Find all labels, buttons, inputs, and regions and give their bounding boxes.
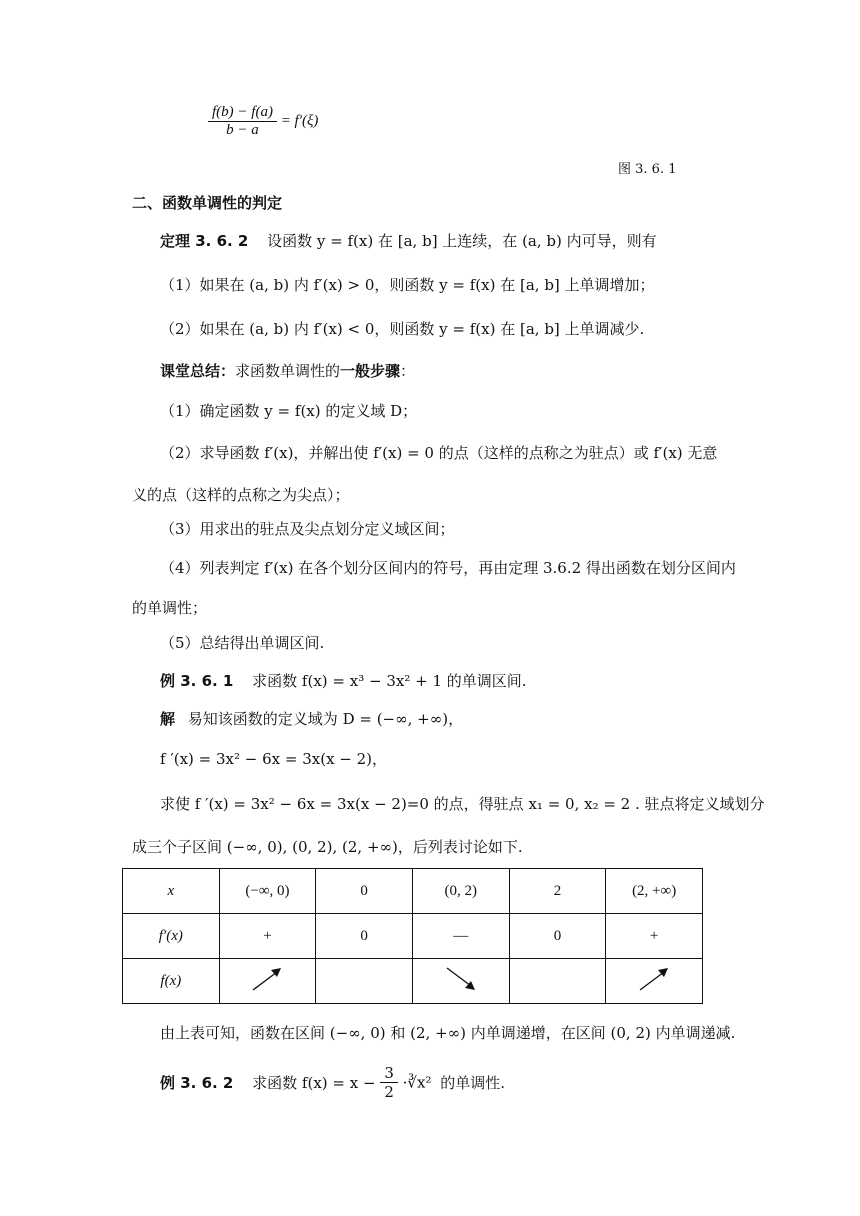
table-cell: 0 xyxy=(316,914,413,959)
table-cell: — xyxy=(412,914,509,959)
example-2-text-pre: 求函数 f(x) = x − xyxy=(252,1074,376,1092)
solution-line-2: f ′(x) = 3x² − 6x = 3x(x − 2)， xyxy=(160,750,388,768)
table-cell: + xyxy=(219,914,316,959)
summary-label: 课堂总结： xyxy=(160,362,236,380)
step-2a: （2）求导函数 f′(x)，并解出使 f′(x) = 0 的点（这样的点称之为驻点）或 f′(x) 无意 xyxy=(160,444,718,462)
table-row-f xyxy=(123,959,703,1004)
step-2b: 义的点（这样的点称之为尖点）； xyxy=(132,486,350,504)
example-2-line xyxy=(160,1064,505,1101)
step-4b: 的单调性； xyxy=(132,599,208,617)
example-2-text-post: 的单调性. xyxy=(440,1074,506,1092)
table-cell: 0 xyxy=(316,869,413,914)
example-2-label: 例 3. 6. 2 xyxy=(160,1074,234,1092)
mean-value-formula xyxy=(208,104,318,139)
example-2-frac-num: 3 xyxy=(384,1064,394,1082)
arrow-cell xyxy=(412,959,509,1004)
example-1-text: 求函数 f(x) = x³ − 3x² + 1 的单调区间. xyxy=(252,672,527,690)
theorem-intro: 设函数 y = f(x) 在 [a, b] 上连续，在 (a, b) 内可导，则有 xyxy=(267,232,657,250)
step-4a: （4）列表判定 f′(x) 在各个划分区间内的符号，再由定理 3.6.2 得出函数在划分区间内 xyxy=(160,559,736,577)
summary-colon: ： xyxy=(400,362,416,380)
table-cell: x xyxy=(123,869,220,914)
table-cell: 0 xyxy=(509,914,606,959)
summary-text: 求函数单调性的 xyxy=(235,362,341,380)
arrow-up-right-icon xyxy=(249,964,285,999)
arrow-cell xyxy=(509,959,606,1004)
arrow-cell xyxy=(219,959,316,1004)
theorem-item-2: （2）如果在 (a, b) 内 f′(x) < 0，则函数 y = f(x) 在 [a, b] 上单调减少. xyxy=(160,320,645,338)
example-1-line xyxy=(160,670,527,691)
arrow-up-right-icon xyxy=(636,964,672,999)
step-1: （1）确定函数 y = f(x) 的定义域 D； xyxy=(160,402,418,420)
solution-line-3a: 求使 f ′(x) = 3x² − 6x = 3x(x − 2)=0 的点，得驻点 x₁ = 0, x₂ = 2 . 驻点将定义域划分 xyxy=(160,795,765,813)
formula-denominator: b − a xyxy=(208,121,277,139)
arrow-cell xyxy=(316,959,413,1004)
table-cell: f(x) xyxy=(123,959,220,1004)
table-cell: f′(x) xyxy=(123,914,220,959)
formula-fraction xyxy=(208,104,277,139)
solution-line-3b: 成三个子区间 (−∞, 0), (0, 2), (2, +∞)，后列表讨论如下. xyxy=(132,838,523,856)
example-1-conclusion: 由上表可知，函数在区间 (−∞, 0) 和 (2, +∞) 内单调递增，在区间 (0, 2) 内单调递减. xyxy=(160,1024,736,1042)
arrow-down-right-icon xyxy=(443,964,479,999)
table-cell: (−∞, 0) xyxy=(219,869,316,914)
table-cell: (0, 2) xyxy=(412,869,509,914)
table-row-fprime xyxy=(123,914,703,959)
solution-text-1: 易知该函数的定义域为 D = (−∞, +∞)， xyxy=(187,710,464,728)
solution-line-1 xyxy=(160,708,463,729)
table-cell: 2 xyxy=(509,869,606,914)
step-3: （3）用求出的驻点及尖点划分定义域区间； xyxy=(160,520,455,538)
figure-label: 图 3. 6. 1 xyxy=(618,162,677,177)
table-cell: (2, +∞) xyxy=(606,869,703,914)
solution-label: 解 xyxy=(160,710,176,728)
example-1-label: 例 3. 6. 1 xyxy=(160,672,234,690)
section-title: 二、函数单调性的判定 xyxy=(132,194,283,212)
example-2-frac-den: 2 xyxy=(380,1082,398,1101)
summary-heading xyxy=(160,360,415,381)
theorem-label: 定理 3. 6. 2 xyxy=(160,232,249,250)
table-cell: + xyxy=(606,914,703,959)
formula-rhs: = f′(ξ) xyxy=(280,112,319,129)
step-5: （5）总结得出单调区间. xyxy=(160,634,325,652)
sign-table xyxy=(122,868,703,1004)
theorem-item-1: （1）如果在 (a, b) 内 f′(x) > 0，则函数 y = f(x) 在 [a, b] 上单调增加； xyxy=(160,276,655,294)
example-2-root: ·∛x² xyxy=(402,1073,432,1092)
table-row-x xyxy=(123,869,703,914)
arrow-cell xyxy=(606,959,703,1004)
formula-numerator: f(b) − f(a) xyxy=(212,104,273,120)
theorem-line xyxy=(160,230,657,251)
example-2-fraction xyxy=(380,1064,398,1101)
summary-bold: 一般步骤 xyxy=(340,362,401,380)
